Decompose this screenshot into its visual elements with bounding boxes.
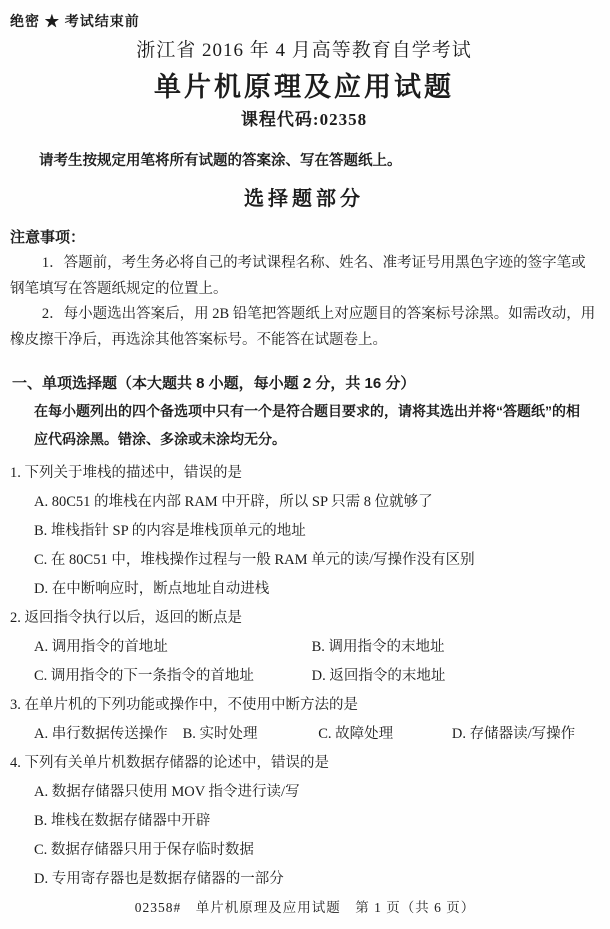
question-option: D. 专用寄存器也是数据存储器的一部分 — [34, 871, 284, 887]
question-option: C. 调用指令的下一条指令的首地址 — [34, 668, 254, 684]
question-option: A. 数据存储器只使用 MOV 指令进行读/写 — [34, 784, 300, 800]
answer-sheet-instruction: 请考生按规定用笔将所有试题的答案涂、写在答题纸上。 — [39, 153, 402, 169]
page-footer: 02358# 单片机原理及应用试题 第 1 页（共 6 页） — [134, 900, 476, 915]
exam-title: 单片机原理及应用试题 — [154, 72, 454, 102]
notice-item: 1．答题前，考生务必将自己的考试课程名称、姓名、准考证号用黑色字迹的签字笔或钢笔填写在答题纸规定的位置上。 — [10, 255, 586, 297]
question-option: C. 数据存储器只用于保存临时数据 — [34, 842, 254, 858]
question-option: A. 调用指令的首地址 — [34, 639, 168, 655]
question-option: D. 存储器读/写操作 — [451, 726, 576, 742]
option-row — [10, 662, 598, 691]
part-heading: 一、单项选择题（本大题共 8 小题，每小题 2 分，共 16 分） — [12, 375, 416, 392]
security-label: 绝密 ★ 考试结束前 — [10, 13, 140, 29]
question-option: C. 故障处理 — [318, 726, 394, 742]
question-list — [10, 459, 598, 894]
question-option: B. 堆栈在数据存储器中开辟 — [34, 813, 211, 829]
question-stem: 4. 下列有关单片机数据存储器的论述中，错误的是 — [10, 755, 329, 771]
notice-heading: 注意事项： — [10, 229, 86, 246]
question-option: D. 返回指令的末地址 — [311, 668, 446, 684]
question-option: B. 调用指令的末地址 — [311, 639, 445, 655]
exam-session: 浙江省 2016 年 4 月高等教育自学考试 — [136, 40, 472, 61]
question-option: C. 在 80C51 中，堆栈操作过程与一般 RAM 单元的读/写操作没有区别 — [34, 552, 475, 568]
course-code: 课程代码:02358 — [240, 110, 368, 129]
option-row — [10, 720, 598, 749]
question-option: A. 80C51 的堆栈在内部 RAM 中开辟，所以 SP 只需 8 位就够了 — [34, 494, 433, 510]
question-stem: 1. 下列关于堆栈的描述中，错误的是 — [10, 465, 242, 481]
question-option: B. 实时处理 — [182, 726, 258, 742]
question-stem: 3. 在单片机的下列功能或操作中，不使用中断方法的是 — [10, 697, 358, 713]
question-option: A. 串行数据传送操作 — [34, 726, 168, 742]
question-option: D. 在中断响应时，断点地址自动进栈 — [34, 581, 270, 597]
section-title: 选择题部分 — [244, 188, 364, 210]
notice-item: 2．每小题选出答案后，用 2B 铅笔把答题纸上对应题目的答案标号涂黑。如需改动，用橡皮擦干净后，再选涂其他答案标号。不能答在试题卷上。 — [10, 306, 596, 348]
question-option: B. 堆栈指针 SP 的内容是堆栈顶单元的地址 — [34, 523, 306, 539]
question-stem: 2. 返回指令执行以后，返回的断点是 — [10, 610, 242, 626]
part-instruction: 在每小题列出的四个备选项中只有一个是符合题目要求的，请将其选出并将“答题纸”的相应代码涂黑。错涂、多涂或未涂均无分。 — [34, 403, 580, 447]
option-row — [10, 633, 598, 662]
